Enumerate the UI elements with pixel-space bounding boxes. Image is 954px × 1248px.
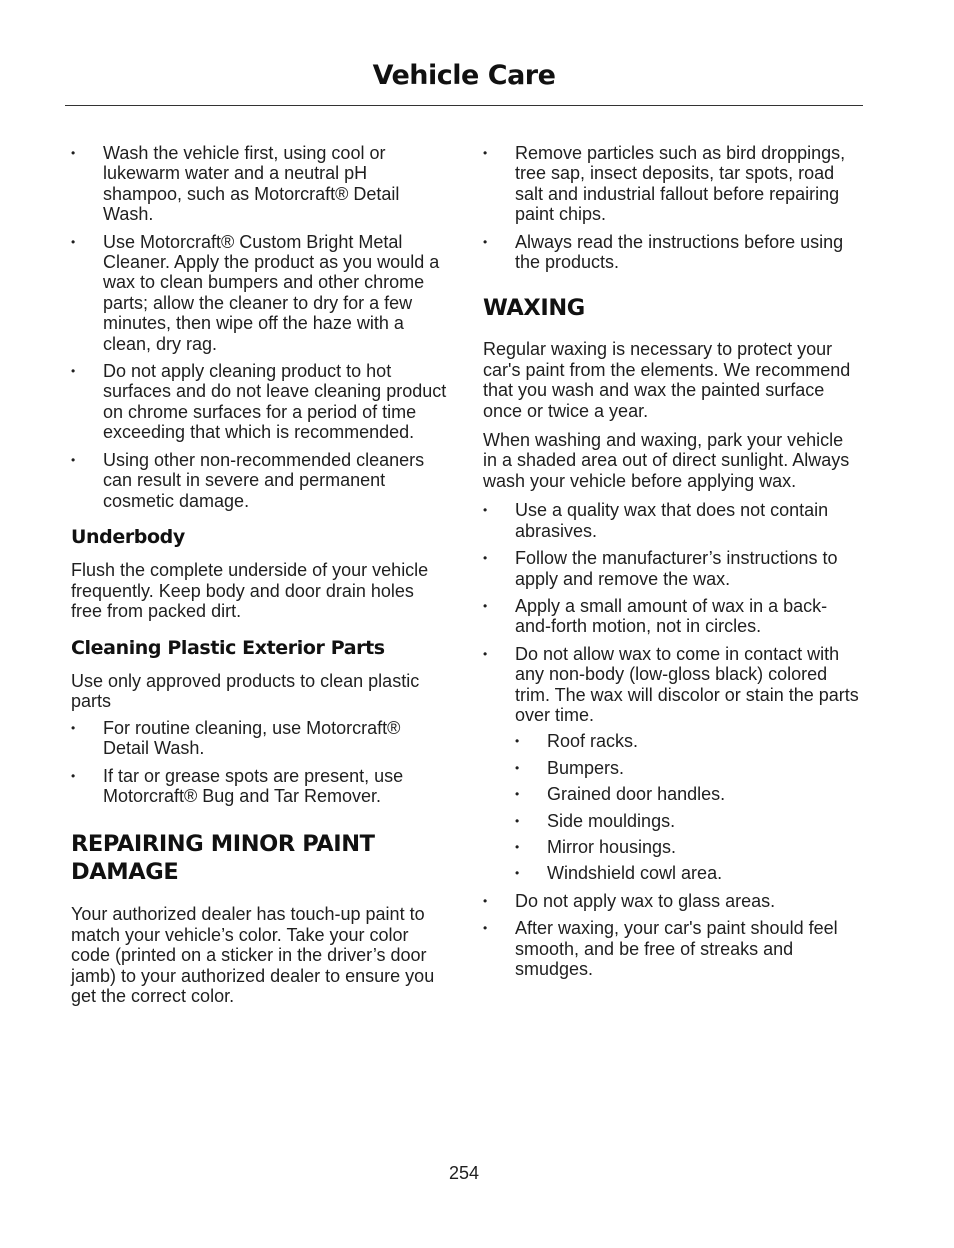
list-item: • If tar or grease spots are present, use Motorcraft® Bug and Tar Remover.: [71, 765, 404, 806]
right-intro-list: [483, 143, 861, 272]
bullet-icon: •: [515, 787, 520, 802]
bullet-icon: •: [71, 146, 76, 160]
list-item: • Grained door handles.: [515, 784, 726, 805]
bullet-icon: •: [71, 452, 76, 467]
list-item: • Always read the instructions before using the products.: [483, 231, 844, 273]
list-item: • Using other non-recommended cleaners can result in severe and permanent cosmetic damage.: [71, 449, 425, 511]
bullet-icon: •: [515, 813, 520, 828]
plastic-parts-list: [71, 718, 449, 807]
list-item: • Do not allow wax to come in contact with any non-body (low-gloss black) colored trim. The wax will discolor or stain the parts over time. • Roof racks. • Bumpers. • Grained door handles. • Side mouldings. • Mirror housings. • Windshield cowl area.: [483, 644, 861, 884]
bullet-icon: •: [483, 598, 488, 613]
bullet-icon: •: [515, 734, 520, 749]
list-item: • Remove particles such as bird droppings, tree sap, insect deposits, tar spots, road salt and industrial fallout before repairing paint chips.: [483, 143, 846, 225]
bullet-icon: •: [71, 364, 76, 379]
repair-paint-heading: REPAIRING MINOR PAINT DAMAGE: [71, 831, 375, 886]
list-item: • Mirror housings.: [515, 836, 677, 857]
bullet-icon: •: [483, 503, 488, 518]
bullet-icon: •: [71, 720, 76, 735]
list-item: • Apply a small amount of wax in a back-and-forth motion, not in circles.: [483, 595, 828, 637]
list-item: • Use Motorcraft® Custom Bright Metal Cleaner. Apply the product as you would a wax to clean bumpers and other chrome parts; allow the cleaner to dry for a few minutes, then wipe off the haze with a clean, dry rag.: [71, 231, 440, 354]
list-item: • After waxing, your car's paint should feel smooth, and be free of streaks and smudges.: [483, 918, 838, 979]
bullet-icon: •: [71, 234, 76, 249]
right-column: [483, 143, 861, 986]
bullet-icon: •: [483, 893, 488, 908]
bullet-icon: •: [71, 768, 76, 783]
list-item: • Follow the manufacturer’s instructions to apply and remove the wax.: [483, 548, 838, 589]
underbody-text: Flush the complete underside of your vehicle frequently. Keep body and door drain holes free from packed dirt.: [71, 560, 429, 622]
bullet-icon: •: [483, 146, 488, 160]
waxing-paragraph-1: Regular waxing is necessary to protect your car's paint from the elements. We recommend that you wash and wax the painted surface once or twice a year.: [483, 339, 851, 421]
list-item: • Bumpers.: [515, 757, 625, 778]
bullet-icon: •: [483, 921, 488, 936]
list-item: • Wash the vehicle first, using cool or lukewarm water and a neutral pH shampoo, such as Motorcraft® Detail Wash.: [71, 143, 400, 225]
left-intro-list: [71, 143, 449, 511]
page-number: 254: [448, 1163, 480, 1183]
bullet-icon: •: [515, 839, 520, 854]
list-item: • Do not apply wax to glass areas.: [483, 890, 776, 911]
bullet-icon: •: [483, 234, 488, 249]
list-item: • Roof racks.: [515, 731, 639, 752]
bullet-icon: •: [483, 646, 488, 661]
list-item: • Use a quality wax that does not contain abrasives.: [483, 500, 829, 541]
plastic-parts-heading: Cleaning Plastic Exterior Parts: [71, 636, 385, 659]
left-column: [71, 143, 449, 1015]
bullet-icon: •: [515, 760, 520, 775]
waxing-heading: WAXING: [483, 295, 585, 322]
waxing-list: [483, 500, 861, 979]
bullet-icon: •: [483, 551, 488, 566]
list-item: • Windshield cowl area.: [515, 863, 723, 884]
list-item: • For routine cleaning, use Motorcraft® Detail Wash.: [71, 717, 401, 759]
waxing-paragraph-2: When washing and waxing, park your vehicle in a shaded area out of direct sunlight. Always wash your vehicle before applying wax.: [483, 430, 850, 491]
plastic-parts-text: Use only approved products to clean plastic parts: [71, 670, 420, 712]
list-item: • Side mouldings.: [515, 810, 676, 831]
repair-paint-text: Your authorized dealer has touch-up paint to match your vehicle’s color. Take your color code (printed on a sticker in the driver’s door jamb) to your authorized dealer to ensure you get the correct color.: [71, 904, 435, 1006]
list-item: • Do not apply cleaning product to hot surfaces and do not leave cleaning product on chrome surfaces for a period of time exceeding that which is recommended.: [71, 361, 447, 443]
trim-parts-sublist: [483, 731, 861, 883]
page-title: Vehicle Care: [372, 60, 556, 91]
underbody-heading: Underbody: [71, 525, 185, 548]
bullet-icon: •: [515, 866, 520, 881]
title-divider: [65, 105, 863, 106]
